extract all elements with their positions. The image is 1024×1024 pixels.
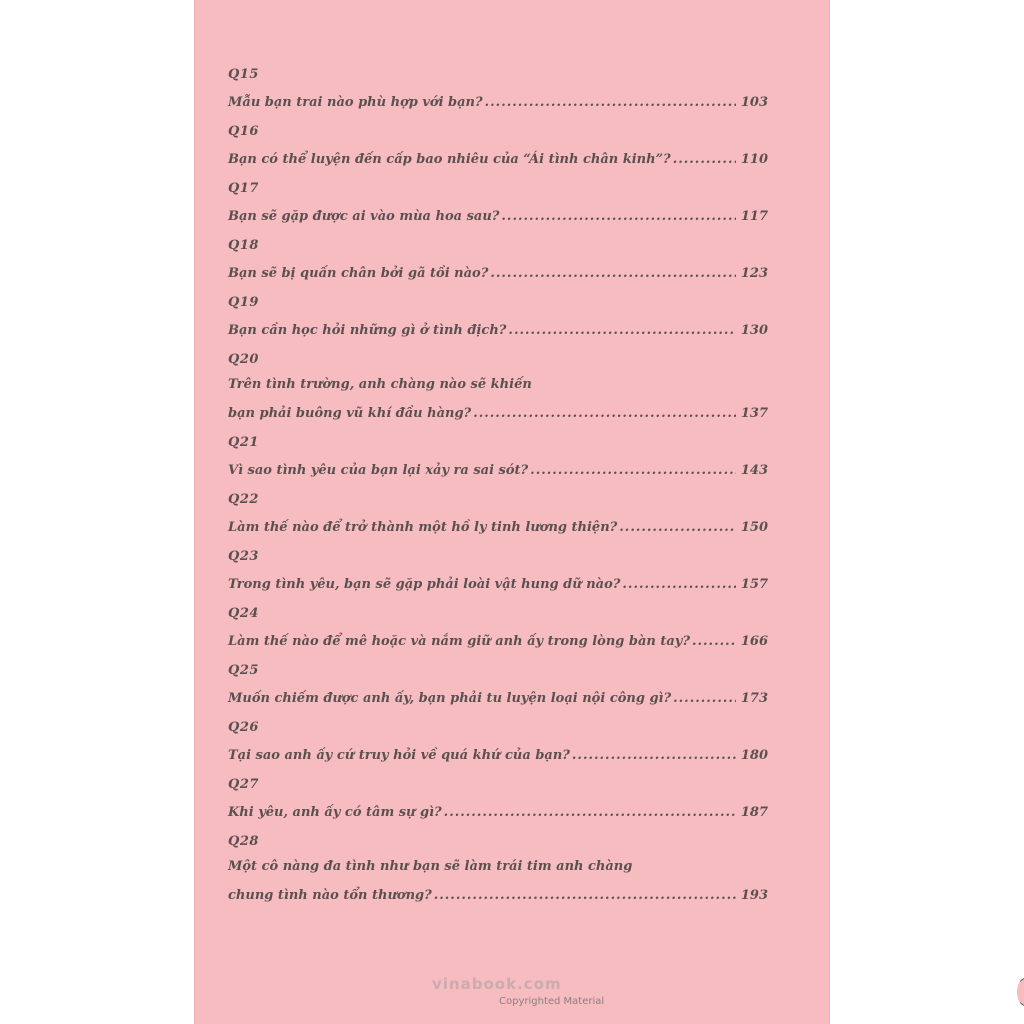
dot-leader [434,880,736,912]
entry-title: Bạn có thể luyện đến cấp bao nhiêu của “Ái tình chân kinh”? [228,152,671,167]
toc-entry [228,601,768,658]
dot-leader [572,740,736,772]
toc-title-line [228,569,768,601]
page-edge-ring-icon [1017,978,1024,1006]
entry-title: Vì sao tình yêu của bạn lại xảy ra sai sót? [228,463,529,478]
toc-entry [228,347,768,430]
entry-title: chung tình nào tổn thương? [228,888,432,903]
toc-title-line [228,455,768,487]
question-number: Q17 [228,181,259,196]
dot-leader [673,144,736,176]
page-number: 123 [740,266,768,281]
page-number: 187 [740,805,768,820]
dot-leader [619,512,736,544]
entry-title: bạn phải buông vũ khí đầu hàng? [228,406,472,421]
dot-leader [508,315,736,347]
toc-entry [228,772,768,829]
toc-title-line-continued [228,854,768,880]
entry-title: Mẫu bạn trai nào phù hợp với bạn? [228,95,483,110]
entry-title: Làm thế nào để mê hoặc và nắm giữ anh ấy trong lòng bàn tay? [228,634,690,649]
question-number: Q25 [228,663,259,678]
dot-leader [501,201,736,233]
table-of-contents [228,62,768,912]
toc-entry [228,658,768,715]
question-number: Q15 [228,67,259,82]
page-number: 166 [740,634,768,649]
dot-leader [490,258,736,290]
question-number: Q21 [228,435,259,450]
toc-title-line [228,683,768,715]
page-number: 110 [740,152,768,167]
toc-entry [228,715,768,772]
copyright-notice: Copyrighted Material [499,996,605,1007]
dot-leader [622,569,736,601]
toc-title-line [228,315,768,347]
page-number: 193 [740,888,768,903]
entry-title: Bạn sẽ gặp được ai vào mùa hoa sau? [228,209,500,224]
entry-title: Trên tình trường, anh chàng nào sẽ khiến [228,377,532,392]
page-number: 150 [740,520,768,535]
page-number: 180 [740,748,768,763]
toc-title-line [228,87,768,119]
question-number: Q18 [228,238,259,253]
toc-entry [228,290,768,347]
dot-leader [673,683,736,715]
question-number: Q24 [228,606,259,621]
page-number: 157 [740,577,768,592]
page-number: 137 [740,406,768,421]
toc-title-line [228,201,768,233]
question-number: Q23 [228,549,259,564]
toc-entry [228,176,768,233]
toc-title-line [228,144,768,176]
toc-title-line [228,512,768,544]
question-number: Q28 [228,834,259,849]
toc-title-line-continued [228,372,768,398]
dot-leader [530,455,736,487]
watermark-site: vinabook.com [432,975,562,993]
question-number: Q19 [228,295,259,310]
toc-entry [228,829,768,912]
toc-title-line [228,626,768,658]
entry-title: Muốn chiếm được anh ấy, bạn phải tu luyện loại nội công gì? [228,691,672,706]
question-number: Q20 [228,352,259,367]
entry-title: Bạn sẽ bị quấn chân bởi gã tồi nào? [228,266,489,281]
page-number: 143 [740,463,768,478]
page-number: 103 [740,95,768,110]
toc-entry [228,119,768,176]
toc-title-line [228,398,768,430]
entry-title: Khi yêu, anh ấy có tâm sự gì? [228,805,442,820]
toc-entry [228,544,768,601]
toc-entry [228,233,768,290]
entry-title: Làm thế nào để trở thành một hồ ly tinh lương thiện? [228,520,618,535]
page-number: 130 [740,323,768,338]
page-number: 117 [740,209,768,224]
page-number: 173 [740,691,768,706]
dot-leader [473,398,736,430]
dot-leader [444,797,736,829]
toc-entry [228,62,768,119]
question-number: Q22 [228,492,259,507]
toc-title-line [228,740,768,772]
toc-entry [228,430,768,487]
question-number: Q26 [228,720,259,735]
dot-leader [692,626,736,658]
question-number: Q16 [228,124,259,139]
toc-title-line [228,797,768,829]
question-number: Q27 [228,777,259,792]
toc-entry [228,487,768,544]
entry-title: Bạn cần học hỏi những gì ở tình địch? [228,323,507,338]
entry-title: Tại sao anh ấy cứ truy hỏi về quá khứ của bạn? [228,748,570,763]
entry-title: Trong tình yêu, bạn sẽ gặp phải loài vật hung dữ nào? [228,577,621,592]
toc-title-line [228,880,768,912]
entry-title: Một cô nàng đa tình như bạn sẽ làm trái tim anh chàng [228,859,633,874]
dot-leader [485,87,736,119]
toc-title-line [228,258,768,290]
book-page [194,0,830,1024]
